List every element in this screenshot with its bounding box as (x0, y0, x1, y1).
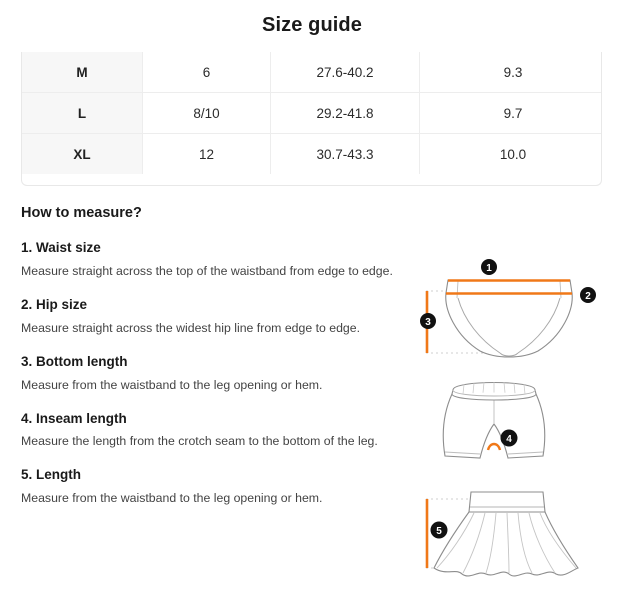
table-cell-range: 27.6-40.2 (271, 52, 420, 93)
skirt-body (434, 512, 578, 576)
table-cell-range: 30.7-43.3 (271, 134, 420, 175)
measure-item-description: Measure the length from the crotch seam to the bottom of the leg. (21, 434, 378, 449)
list-item (21, 297, 411, 337)
table-cell-range: 29.2-41.8 (271, 93, 420, 134)
list-item (21, 354, 411, 394)
table-cell-length: 9.7 (420, 93, 603, 134)
skirt-diagram (412, 482, 618, 590)
badge-5-label: 5 (436, 526, 442, 537)
badge-2 (580, 287, 596, 303)
size-table (22, 52, 602, 174)
measure-item-description: Measure straight across the widest hip line from edge to edge. (21, 320, 361, 335)
measure-item-title: 2. Hip size (21, 296, 88, 312)
measure-item-description: Measure from the waistband to the leg opening or hem. (21, 491, 323, 506)
badge-4 (501, 430, 518, 447)
skirt-waistband (469, 492, 545, 512)
table-cell-size: XL (22, 134, 143, 175)
briefs-body (446, 293, 572, 357)
measure-line-inseam (488, 444, 500, 450)
how-to-measure-heading: How to measure? (21, 205, 142, 221)
briefs-waistband (446, 280, 572, 293)
page-title: Size guide (262, 14, 362, 36)
shorts-diagram (412, 368, 618, 478)
list-item (21, 467, 411, 507)
size-table-container (21, 52, 602, 186)
table-row (22, 134, 602, 175)
badge-3-label: 3 (425, 317, 431, 328)
list-item (21, 240, 411, 280)
size-table-body (22, 52, 602, 174)
table-cell-size: L (22, 93, 143, 134)
table-cell-numeric: 8/10 (143, 93, 271, 134)
measure-item-title: 5. Length (21, 467, 81, 483)
table-cell-length: 10.0 (499, 146, 527, 162)
briefs-diagram (412, 258, 618, 362)
table-cell-numeric: 6 (143, 52, 271, 93)
measure-item-description: Measure from the waistband to the leg opening or hem. (21, 377, 323, 392)
list-item (21, 411, 411, 451)
measure-item-title: 4. Inseam length (21, 410, 127, 426)
table-cell-length: 9.3 (420, 52, 603, 93)
how-to-measure-list (21, 240, 411, 507)
badge-3 (420, 313, 436, 329)
table-row (22, 52, 602, 93)
badge-4-label: 4 (506, 434, 512, 445)
table-row (22, 93, 602, 134)
badge-2-label: 2 (585, 291, 591, 302)
table-cell-numeric: 12 (143, 134, 271, 175)
measure-item-title: 3. Bottom length (21, 353, 128, 369)
measure-item-description: Measure straight across the top of the waistband from edge to edge. (21, 263, 393, 278)
table-cell-size: M (22, 52, 143, 93)
measure-item-title: 1. Waist size (21, 240, 101, 255)
badge-5 (431, 522, 448, 539)
badge-1 (481, 259, 497, 275)
badge-1-label: 1 (486, 263, 492, 274)
